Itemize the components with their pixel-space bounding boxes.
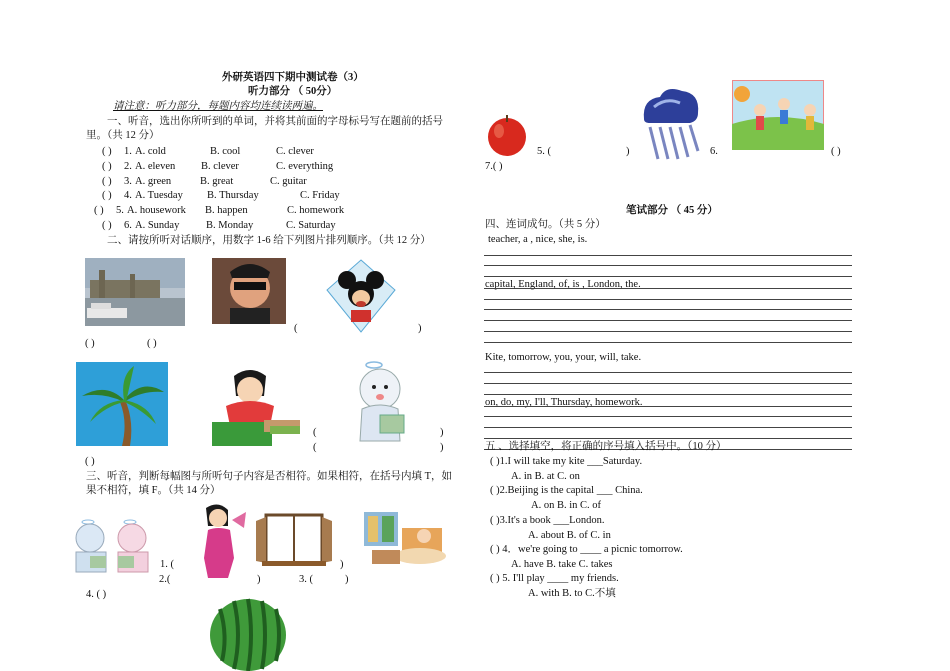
question-options: A. have B. take C. takes bbox=[511, 559, 613, 570]
bedroom-image bbox=[362, 506, 448, 568]
scrambled-words: on, do, my, I'll, Thursday, homework. bbox=[485, 397, 643, 408]
answer-paren[interactable]: ) bbox=[340, 559, 344, 570]
mickey-kite-image bbox=[325, 258, 397, 334]
answer-paren[interactable]: ) bbox=[418, 323, 422, 334]
q6-label: 6. bbox=[710, 146, 718, 157]
answer-line[interactable] bbox=[484, 320, 852, 321]
answer-paren[interactable]: ( ) bbox=[147, 338, 157, 349]
q1-label: 1. ( bbox=[160, 559, 174, 570]
option-c: C. Friday bbox=[300, 190, 340, 201]
answer-line[interactable] bbox=[484, 372, 852, 373]
question-text: ( )1.I will take my kite ___Saturday. bbox=[490, 456, 643, 467]
answer-line[interactable] bbox=[484, 255, 852, 256]
option-b: B. Monday bbox=[206, 220, 254, 231]
option-c: C. everything bbox=[276, 161, 334, 172]
answer-paren[interactable]: ) bbox=[257, 574, 261, 585]
written-header: 笔试部分 （ 45 分） bbox=[626, 205, 718, 216]
answer-paren[interactable]: ( bbox=[313, 442, 317, 453]
baby-reading-image bbox=[350, 361, 414, 445]
girl-with-fan-image bbox=[192, 502, 248, 578]
boy-sunglasses-image bbox=[212, 258, 286, 324]
item-number: 6. bbox=[124, 220, 132, 231]
question-options: A. about B. of C. in bbox=[528, 530, 611, 541]
section3-instruction: 三、听音，判断每幅图与所听句子内容是否相符。如果相符，在括号内填 T，如 bbox=[86, 471, 453, 482]
q2-label: 2.( bbox=[159, 574, 171, 585]
answer-paren[interactable]: ( ) bbox=[102, 176, 112, 187]
option-a: A. Sunday bbox=[135, 220, 180, 231]
answer-paren[interactable]: ( ) bbox=[85, 456, 95, 467]
option-a: A. housework bbox=[127, 205, 186, 216]
document-title: 外研英语四下期中测试卷（3） bbox=[222, 72, 364, 83]
option-a: A. green bbox=[135, 176, 172, 187]
q3-label: 3. ( bbox=[299, 574, 313, 585]
answer-paren[interactable]: ) bbox=[440, 427, 444, 438]
section1-instruction-cont: 里。（共 12 分） bbox=[86, 130, 160, 141]
answer-paren[interactable]: ( ) bbox=[102, 146, 112, 157]
option-b: B. clever bbox=[201, 161, 239, 172]
option-b: B. cool bbox=[210, 146, 241, 157]
answer-line[interactable] bbox=[484, 427, 852, 428]
answer-line[interactable] bbox=[484, 309, 852, 310]
answer-line[interactable] bbox=[484, 406, 852, 407]
answer-line[interactable] bbox=[484, 265, 852, 266]
answer-paren[interactable]: ( ) bbox=[102, 190, 112, 201]
option-c: C. homework bbox=[287, 205, 345, 216]
option-a: A. cold bbox=[135, 146, 166, 157]
answer-line[interactable] bbox=[484, 394, 852, 395]
question-text: ( )2.Beijing is the capital ___ China. bbox=[490, 485, 643, 496]
listening-header: 听力部分 （ 50分） bbox=[248, 86, 338, 97]
option-b: B. Thursday bbox=[207, 190, 259, 201]
question-text: ( ) 5. I'll play ____ my friends. bbox=[490, 573, 619, 584]
apple-image bbox=[485, 113, 529, 157]
section5-instruction: 五 、选择填空，将正确的序号填入括号中。（10 分） bbox=[485, 441, 727, 452]
question-options: A. with B. to C.不填 bbox=[528, 588, 616, 599]
item-number: 3. bbox=[124, 176, 132, 187]
answer-paren[interactable]: ( ) bbox=[85, 338, 95, 349]
section1-instruction: 一、听音，选出你所听到的单词，并将其前面的字母标号写在题前的括号 bbox=[107, 116, 443, 127]
answer-paren[interactable]: ( ) bbox=[94, 205, 104, 216]
item-number: 1. bbox=[124, 146, 132, 157]
option-c: C. clever bbox=[276, 146, 314, 157]
option-c: C. Saturday bbox=[286, 220, 336, 231]
rain-cloud-image bbox=[636, 85, 704, 163]
q5-label: 5. ( bbox=[537, 146, 551, 157]
option-a: A. eleven bbox=[135, 161, 176, 172]
option-a: A. Tuesday bbox=[135, 190, 183, 201]
q4-label: 4. ( ) bbox=[86, 589, 107, 600]
item-number: 2. bbox=[124, 161, 132, 172]
answer-paren[interactable]: ( bbox=[313, 427, 317, 438]
question-options: A. on B. in C. of bbox=[531, 500, 602, 511]
window-image bbox=[256, 511, 332, 567]
q7-label: 7.( ) bbox=[485, 161, 503, 172]
scrambled-words: teacher, a , nice, she, is. bbox=[488, 234, 588, 245]
option-b: B. great bbox=[200, 176, 234, 187]
section3-instruction-cont: 果不相符，填 F。（共 14 分） bbox=[86, 485, 221, 496]
answer-line[interactable] bbox=[484, 438, 852, 439]
listening-note: 请注意：听力部分，每题内容均连续读两遍。 bbox=[113, 101, 323, 112]
question-text: ( )3.It's a book ___London. bbox=[490, 515, 605, 526]
answer-line[interactable] bbox=[484, 416, 852, 417]
watermelon-image bbox=[208, 595, 288, 671]
answer-paren[interactable]: ( ) bbox=[102, 161, 112, 172]
question-options: A. in B. at C. on bbox=[511, 471, 580, 482]
children-picnic-image bbox=[732, 80, 824, 150]
option-b: B. happen bbox=[205, 205, 248, 216]
item-number: 4. bbox=[124, 190, 132, 201]
section4-instruction: 四、连词成句。（共 5 分） bbox=[485, 219, 606, 230]
section2-instruction: 二、请按所听对话顺序，用数字 1-6 给下列图片排列顺序。（共 12 分） bbox=[107, 235, 431, 246]
item-number: 5. bbox=[116, 205, 124, 216]
answer-paren[interactable]: ) bbox=[626, 146, 630, 157]
palm-tree-image bbox=[76, 362, 168, 446]
answer-paren[interactable]: ( ) bbox=[102, 220, 112, 231]
scrambled-words: capital, England, of, is , London, the. bbox=[485, 279, 641, 290]
answer-line[interactable] bbox=[484, 299, 852, 300]
answer-line[interactable] bbox=[484, 383, 852, 384]
answer-paren[interactable]: ) bbox=[345, 574, 349, 585]
london-bridge-image bbox=[85, 258, 185, 326]
answer-line[interactable] bbox=[484, 342, 852, 343]
option-c: C. guitar bbox=[270, 176, 307, 187]
two-babies-image bbox=[68, 518, 154, 576]
answer-paren[interactable]: ) bbox=[440, 442, 444, 453]
girl-writing-image bbox=[204, 366, 304, 446]
answer-paren[interactable]: ( ) bbox=[831, 146, 841, 157]
question-text: ( ) 4．we're going to ____ a picnic tomorrow. bbox=[490, 544, 683, 555]
answer-line[interactable] bbox=[484, 276, 852, 277]
answer-line[interactable] bbox=[484, 288, 852, 289]
answer-paren[interactable]: ( bbox=[294, 323, 298, 334]
scrambled-words: Kite, tomorrow, you, your, will, take. bbox=[485, 352, 642, 363]
answer-line[interactable] bbox=[484, 331, 852, 332]
